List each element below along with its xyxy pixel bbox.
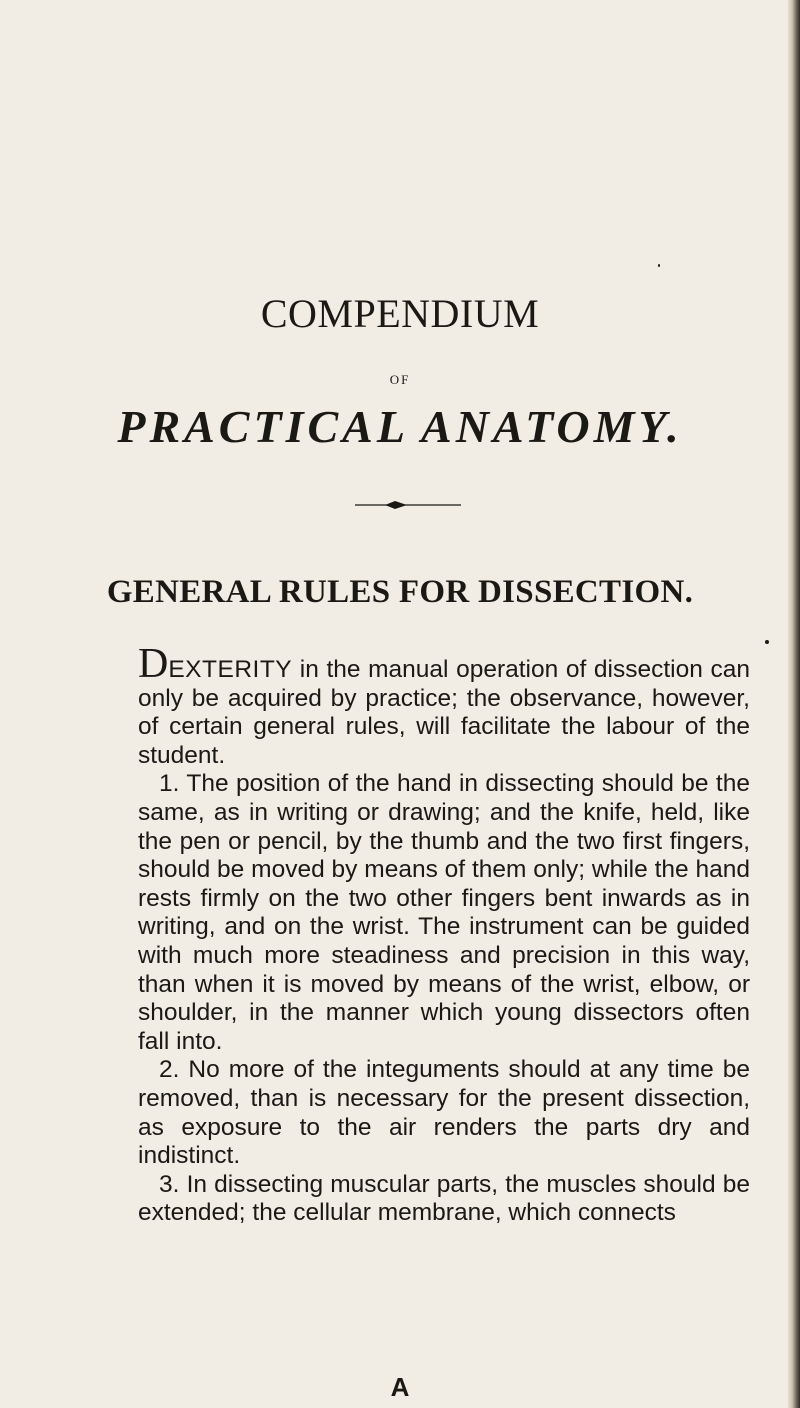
- intro-text: in the manual operation of dissection can only be acquired by practice; the observance, however, of certain general rules, will facilitate the labour of the student.: [138, 656, 750, 769]
- body-text: [138, 641, 750, 1228]
- rule-paragraph-2: 2. No more of the integuments should at any time be removed, than is necessary for the present dissection, as exposure to the air renders the parts dry and indistinct.: [138, 1056, 750, 1170]
- section-heading: GENERAL RULES FOR DISSECTION.: [106, 574, 694, 610]
- signature-mark: A: [390, 1372, 410, 1402]
- ornament-rule-icon: [355, 498, 461, 512]
- intro-paragraph: [138, 641, 750, 770]
- intro-caps: EXTERITY: [168, 656, 293, 683]
- page-binding-edge: [788, 0, 800, 1408]
- page-title: COMPENDIUM: [260, 291, 540, 336]
- ink-speck: [658, 264, 660, 267]
- rule-paragraph-3: 3. In dissecting muscular parts, the muscles should be extended; the cellular membrane, which connects: [138, 1170, 750, 1227]
- page-subtitle: PRACTICAL ANATOMY.: [117, 401, 683, 452]
- drop-cap: D: [138, 641, 169, 687]
- title-connector: OF: [389, 372, 411, 387]
- rule-paragraph-1: 1. The position of the hand in dissecting should be the same, as in writing or drawing; and the knife, held, like the pen or pencil, by the thumb and the two first fingers, should be moved by means of them only; while the hand rests firmly on the two other fingers bent inwards as in writing, and on the wrist. The instrument can be guided with much more steadiness and precision in this way, than when it is moved by means of the wrist, elbow, or shoulder, in the manner which young dissectors often fall into.: [138, 770, 750, 1055]
- ink-speck: [765, 640, 769, 644]
